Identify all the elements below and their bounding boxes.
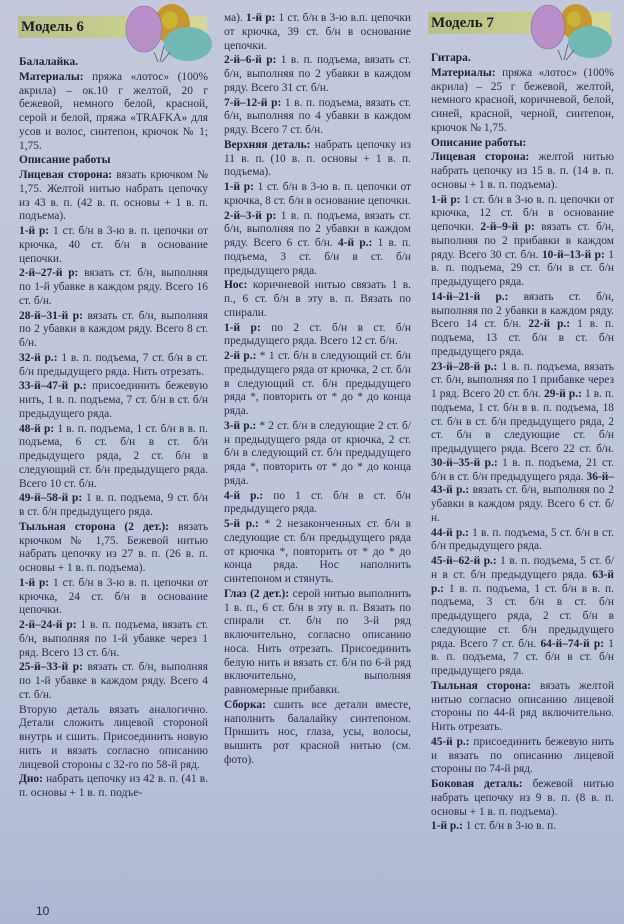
instruction-paragraph — [431, 67, 614, 136]
instruction-text: 1 в. п. подъема, вязать ст. б/н, выполняя по 4 убавки в каждом ряду. Всего 7 ст. б/н. — [224, 96, 411, 136]
instruction-text: 1 в. п. подъема, вязать ст. б/н, выполняя по 2 убавки в каждом ряду. Всего 31 ст. б/н. — [224, 54, 411, 94]
instruction-paragraph — [224, 54, 411, 95]
instruction-paragraph — [431, 527, 614, 555]
instruction-label: 2-й р.: — [224, 350, 257, 362]
instruction-paragraph — [224, 12, 411, 53]
instruction-label: 1-й р: — [19, 576, 50, 589]
instruction-text: 1 в. п. подъема, 5 ст. б/н в ст. б/н предыдущего ряда. — [431, 555, 614, 581]
instruction-label: 1-й р: — [246, 12, 276, 24]
instruction-label: 2-й–27-й р: — [19, 267, 79, 280]
instruction-paragraph — [431, 778, 614, 819]
instruction-label: 14-й–21-й р.: — [431, 290, 509, 303]
instruction-paragraph — [19, 773, 208, 801]
instruction-text: вязать ст. б/н, выполняя по 1-й убавке в каждом ряду. Всего 4 ст. б/н. — [19, 661, 208, 701]
instruction-text: 1 в. п. подъема, вязать ст. б/н, выполняя по 2 убавки в каждом ряду. Всего 6 ст. б/н. — [224, 209, 411, 249]
instruction-text: 1 ст. б/н в 3-ю в. п. цепочки от крючка, 24 ст. б/н в основание цепочки. — [19, 576, 208, 617]
instruction-label: 4-й р.: — [224, 489, 264, 502]
instruction-label: 32-й р.: — [19, 351, 58, 364]
instruction-paragraph — [224, 420, 411, 489]
instruction-label: 7-й–12-й р: — [224, 96, 282, 109]
instruction-label: 45-й–62-й р.: — [431, 555, 497, 567]
instruction-label: 1-й р: — [224, 181, 254, 193]
instruction-text: 1 в. п. подъема, 13 ст. б/н в ст. б/н предыдущего ряда. — [431, 318, 614, 358]
instruction-label: 1-й р.: — [431, 820, 463, 833]
instruction-label: Глаз (2 дет.): — [224, 587, 290, 600]
instruction-label: Дно: — [19, 773, 43, 786]
instruction-paragraph — [431, 137, 614, 151]
instruction-label: 2-й–3-й р: — [224, 209, 277, 222]
instruction-paragraph — [431, 194, 614, 290]
instruction-text: набрать цепочку из 11 в. п. (10 в. п. основы + 1 в. п. подъема). — [224, 138, 411, 179]
instruction-paragraph — [224, 97, 411, 138]
instruction-paragraph — [431, 291, 614, 360]
instruction-label: 3-й р.: — [224, 419, 257, 432]
instruction-label: Тыльная сторона: — [431, 679, 532, 692]
instruction-text: присоединить бежевую нить и вязать по описанию лицевой стороны по 74-й ряд. — [431, 735, 614, 776]
instruction-text: 1 в. п. подъема, 1 ст. б/н в в. п. подъема, 3 ст. б/н в ст. б/н предыдущего ряда, 2 ст. б/н в следующие ст. б/н предыдущего ряда. Всего 7 ст. б/н. — [431, 582, 614, 650]
instruction-paragraph — [19, 521, 208, 576]
instruction-text: по 2 ст. б/н в ст. б/н предыдущего ряда. Всего 12 ст. б/н. — [224, 321, 411, 348]
instruction-text: * 2 незаконченных ст. б/н в следующие ст. б/н предыдущего ряда от крючка *, повторить от * до * до конца ряда. Нос наполнить синтепоном и стянуть. — [224, 518, 412, 585]
instruction-label: 30-й–35-й р.: — [431, 456, 498, 469]
model-6-header: Модель 6 — [18, 16, 207, 38]
instruction-label: Нос: — [224, 279, 248, 292]
instruction-label: 45-й р.: — [431, 735, 470, 748]
instruction-text: вязать ст. б/н, выполняя по 2 убавки в каждом ряду. Всего 6 ст. б/н. — [431, 484, 614, 524]
instruction-text: пряжа «лотос» (100% акрила) – ок.10 г желтой, 20 г бежевой, немного белой, красной, серой и белой, пряжа «TRAFKA» для усов и волос, синтепон, крючок № 1; 1,75. — [19, 70, 208, 152]
instruction-label: 44-й р.: — [431, 526, 469, 539]
instruction-paragraph — [224, 139, 411, 180]
instruction-label: 1-й р: — [19, 225, 50, 237]
model-6-instructions-continued — [224, 12, 411, 768]
instruction-label: 64-й–74-й р: — [540, 637, 605, 650]
instruction-text: Вторую деталь вязать аналогично. Детали сложить лицевой стороной внутрь и сшить. Присоединить новую нить и вязать согласно описанию лицевой стороны с 32-го по 58-й ряд. — [19, 703, 208, 771]
instruction-label: 1-й р: — [431, 193, 461, 206]
instruction-paragraph — [224, 699, 411, 768]
instruction-text: вязать ст. б/н, выполняя по 2 убавки в каждом ряду. Всего 14 ст. б/н. — [431, 290, 614, 331]
instruction-paragraph — [19, 619, 208, 660]
instruction-paragraph — [19, 71, 208, 154]
instruction-text: * 1 ст. б/н в следующий ст. б/н предыдущего ряда от крючка, 2 ст. б/н в следующий ст. б/н предыдущего ряда *, повторить от * до * до конца ряда. — [224, 350, 412, 417]
instruction-text: 1 в. п. подъема, 29 ст. б/н в ст. б/н предыдущего ряда. — [431, 248, 615, 288]
instruction-paragraph — [19, 225, 208, 266]
instruction-text: коричневой нитью связать 1 в. п., 6 ст. б/н в эту в. п. Вязать по спирали. — [224, 279, 411, 319]
instruction-text: 1 в. п. подъема, 7 ст. б/н в ст. б/н предыдущего ряда. — [431, 637, 614, 677]
instruction-label: Верхняя деталь: — [224, 138, 311, 151]
instruction-text: 1 ст. б/н в 3-ю в. п. — [462, 820, 557, 833]
instruction-text: присоединить бежевую нить, 1 в. п. подъема, 7 ст. б/н в ст. б/н предыдущего ряда. — [19, 380, 208, 420]
instruction-label: 2-й–24-й р: — [19, 619, 77, 631]
instruction-paragraph — [224, 181, 411, 209]
instruction-paragraph — [224, 279, 411, 320]
instruction-text: 1 ст. б/н в 3-ю в.п. цепочки от крючка, 39 ст. б/н в основание цепочки. — [224, 12, 411, 52]
instruction-text: * 2 ст. б/н в следующие 2 ст. б/н предыдущего ряда от крючка, 2 ст. б/н в следующий ст. б/н предыдущего ряда *, повторить от * до * до конца ряда. — [224, 419, 411, 487]
instruction-text: пряжа «лотос» (100% акрила) – 25 г бежевой, желтой, немного красной, коричневой, белой, синей, красной, черной, синтепон, крючок № 1,75. — [431, 66, 614, 134]
instruction-text: 1 в. п. подъема, 1 ст. б/н в в. п. подъема, 6 ст. б/н в ст. б/н предыдущего ряда, 2 ст. б/н в следующий ст. б/н предыдущего ряда. Всего 10 ст. б/н. — [19, 422, 208, 490]
instruction-text: вязать ст. б/н, выполняя по 2 убавки в каждом ряду. Всего 8 ст. б/н. — [19, 309, 208, 349]
instruction-paragraph — [19, 352, 208, 380]
instruction-paragraph — [19, 380, 208, 421]
instruction-label: 23-й–28-й р.: — [431, 360, 498, 373]
instruction-text: вязать ст. б/н, выполняя по 2 прибавки в каждом ряду. Всего 30 ст. б/н. — [431, 221, 615, 261]
instruction-label: 1-й р: — [224, 321, 261, 334]
instruction-paragraph — [431, 151, 614, 192]
instruction-text: 1 в. п. подъема, вязать ст. б/н, выполняя по 1 прибавке через 1 ряд. Всего 20 ст. б/н. — [431, 360, 614, 400]
instruction-paragraph — [224, 350, 411, 419]
instruction-text: 1 в. п. подъема, 5 ст. б/н в ст. б/н предыдущего ряда. — [431, 526, 614, 553]
balloons-icon — [114, 2, 214, 64]
instruction-text: 1 ст. б/н в 3-ю в. п. цепочки от крючка, 12 ст. б/н в основание цепочки. — [431, 193, 614, 233]
instruction-text: 1 в. п. подъема, 7 ст. б/н в ст. б/н предыдущего ряда. Нить отрезать. — [19, 351, 208, 378]
model-7-header: Модель 7 — [428, 12, 611, 34]
instruction-label: Лицевая сторона: — [431, 151, 530, 164]
instruction-paragraph — [19, 661, 208, 702]
instruction-paragraph — [19, 169, 208, 224]
instruction-text: ма). — [224, 12, 247, 24]
instruction-label: 28-й–31-й р: — [19, 309, 83, 322]
instruction-text: вязать крючком № 1,75. Бежевой нитью набрать цепочку из 27 в. п. (26 в. п. основы + 1 в. п. подъема). — [19, 520, 209, 574]
instruction-text: бежевой нитью набрать цепочку из 9 в. п. (8 в. п. основы + 1 в. п. подъема). — [431, 778, 614, 818]
instruction-label: 2-й–9-й р: — [480, 221, 535, 233]
instruction-label: 25-й–33-й р: — [19, 661, 83, 674]
column-1 — [19, 56, 208, 802]
instruction-label: Сборка: — [224, 698, 266, 711]
instruction-paragraph — [19, 492, 208, 520]
column-3 — [431, 52, 614, 835]
instruction-text: 1 в. п. подъема, 9 ст. б/н в ст. б/н предыдущего ряда. — [19, 492, 208, 518]
instruction-paragraph — [224, 588, 411, 698]
instruction-label: 22-й р.: — [528, 318, 571, 331]
model-6-title: Балалайка. — [19, 56, 79, 68]
instruction-label: 63-й р.: — [431, 568, 614, 595]
instruction-paragraph — [19, 267, 208, 308]
instruction-label: 2-й–6-й р: — [224, 54, 277, 67]
instruction-paragraph — [224, 210, 411, 279]
instruction-text: серой нитью выполнить 1 в. п., 6 ст. б/н в эту в. п. Вязать по спирали ст. б/н по 3-й ряд включительно, согласно описанию носа. Нить отрезать. Присоединить белую нить и вязать ст. б/н по 6-й ряд включительно, выполняя равномерные прибавки. — [224, 587, 411, 696]
instruction-paragraph — [224, 322, 411, 350]
instruction-label: 29-й р.: — [544, 388, 582, 400]
instruction-text: 1 ст. б/н в 3-ю в. п. цепочки от крючка, 40 ст. б/н в основание цепочки. — [19, 225, 208, 265]
instruction-paragraph — [431, 736, 614, 777]
instruction-label: Описание работы — [19, 154, 111, 167]
instruction-text: желтой нитью набрать цепочку из 15 в. п. (14 в. п. основы + 1 в. п. подъема). — [431, 151, 614, 191]
instruction-paragraph — [19, 310, 208, 351]
column-2 — [224, 12, 411, 769]
instruction-label: 36-й–43-й р.: — [431, 470, 614, 497]
model-6-instructions — [19, 71, 208, 801]
instruction-paragraph — [431, 820, 614, 834]
instruction-text: сшить все детали вместе, наполнить балалайку синтепоном. Пришить нос, глаза, усы, волосы, вышить рот красной нитью (см. фото). — [224, 698, 411, 766]
instruction-paragraph — [224, 518, 411, 587]
instruction-label: Боковая деталь: — [431, 778, 523, 790]
model-7-title: Гитара. — [431, 52, 471, 64]
instruction-text: 1 ст. б/н в 3-ю в. п. цепочки от крючка, 8 ст. б/н в основание цепочки. — [224, 181, 412, 207]
instruction-text: 1 в. п. подъема, вязать ст. б/н, выполняя по 1-й убавке через 1 ряд. Всего 13 ст. б/н. — [19, 619, 208, 659]
instruction-text: 1 в. п. подъема, 21 ст. б/н в ст. б/н предыдущего ряда. — [431, 456, 614, 483]
instruction-text: 1 в. п. подъема, 3 ст. б/н в ст. б/н предыдущего ряда. — [224, 237, 411, 277]
instruction-label: Материалы: — [431, 66, 496, 79]
instruction-label: Тыльная сторона (2 дет.): — [19, 520, 170, 533]
instruction-label: Лицевая сторона: — [19, 169, 113, 181]
instruction-text: вязать желтой нитью согласно описанию лицевой стороны по 44-й ряд включительно. Нить отрезать. — [431, 679, 614, 733]
page-number: 10 — [36, 904, 50, 918]
instruction-label: 48-й р: — [19, 422, 55, 435]
instruction-text: по 1 ст. б/н в ст. б/н предыдущего ряда. — [224, 489, 412, 516]
instruction-label: 4-й р.: — [338, 237, 373, 249]
instruction-paragraph — [19, 154, 208, 168]
instruction-label: 33-й–47-й р.: — [19, 380, 87, 393]
instruction-paragraph — [224, 490, 411, 518]
instruction-paragraph — [431, 361, 614, 526]
instruction-paragraph — [431, 555, 614, 679]
instruction-label: Описание работы: — [431, 136, 527, 149]
instruction-text: вязать ст. б/н, выполняя по 1-й убавке в каждом ряду. Всего 16 ст. б/н. — [19, 267, 208, 307]
instruction-text: вязать крючком № 1,75. Желтой нитью набрать цепочку из 43 в. п. (42 в. п. основы + 1 в. п. подъема). — [19, 169, 208, 223]
instruction-paragraph — [19, 704, 208, 773]
model-7-instructions — [431, 67, 614, 834]
instruction-label: 10-й–13-й р: — [541, 248, 605, 261]
instruction-paragraph — [431, 680, 614, 735]
instruction-paragraph — [19, 577, 208, 618]
instruction-label: 49-й–58-й р: — [19, 492, 83, 505]
instruction-label: Материалы: — [19, 70, 84, 83]
instruction-text: набрать цепочку из 42 в. п. (41 в. п. основы + 1 в. п. подъе- — [19, 773, 208, 799]
instruction-paragraph — [19, 423, 208, 492]
instruction-text: 1 в. п. подъема, 1 ст. б/н в в. п. подъема, 18 ст. б/н в ст. б/н предыдущего ряда, 2 ст. б/н в следующие ст. б/н предыдущего ряда. Всего 22 ст. б/н. — [431, 388, 614, 455]
instruction-label: 5-й р.: — [224, 518, 259, 530]
